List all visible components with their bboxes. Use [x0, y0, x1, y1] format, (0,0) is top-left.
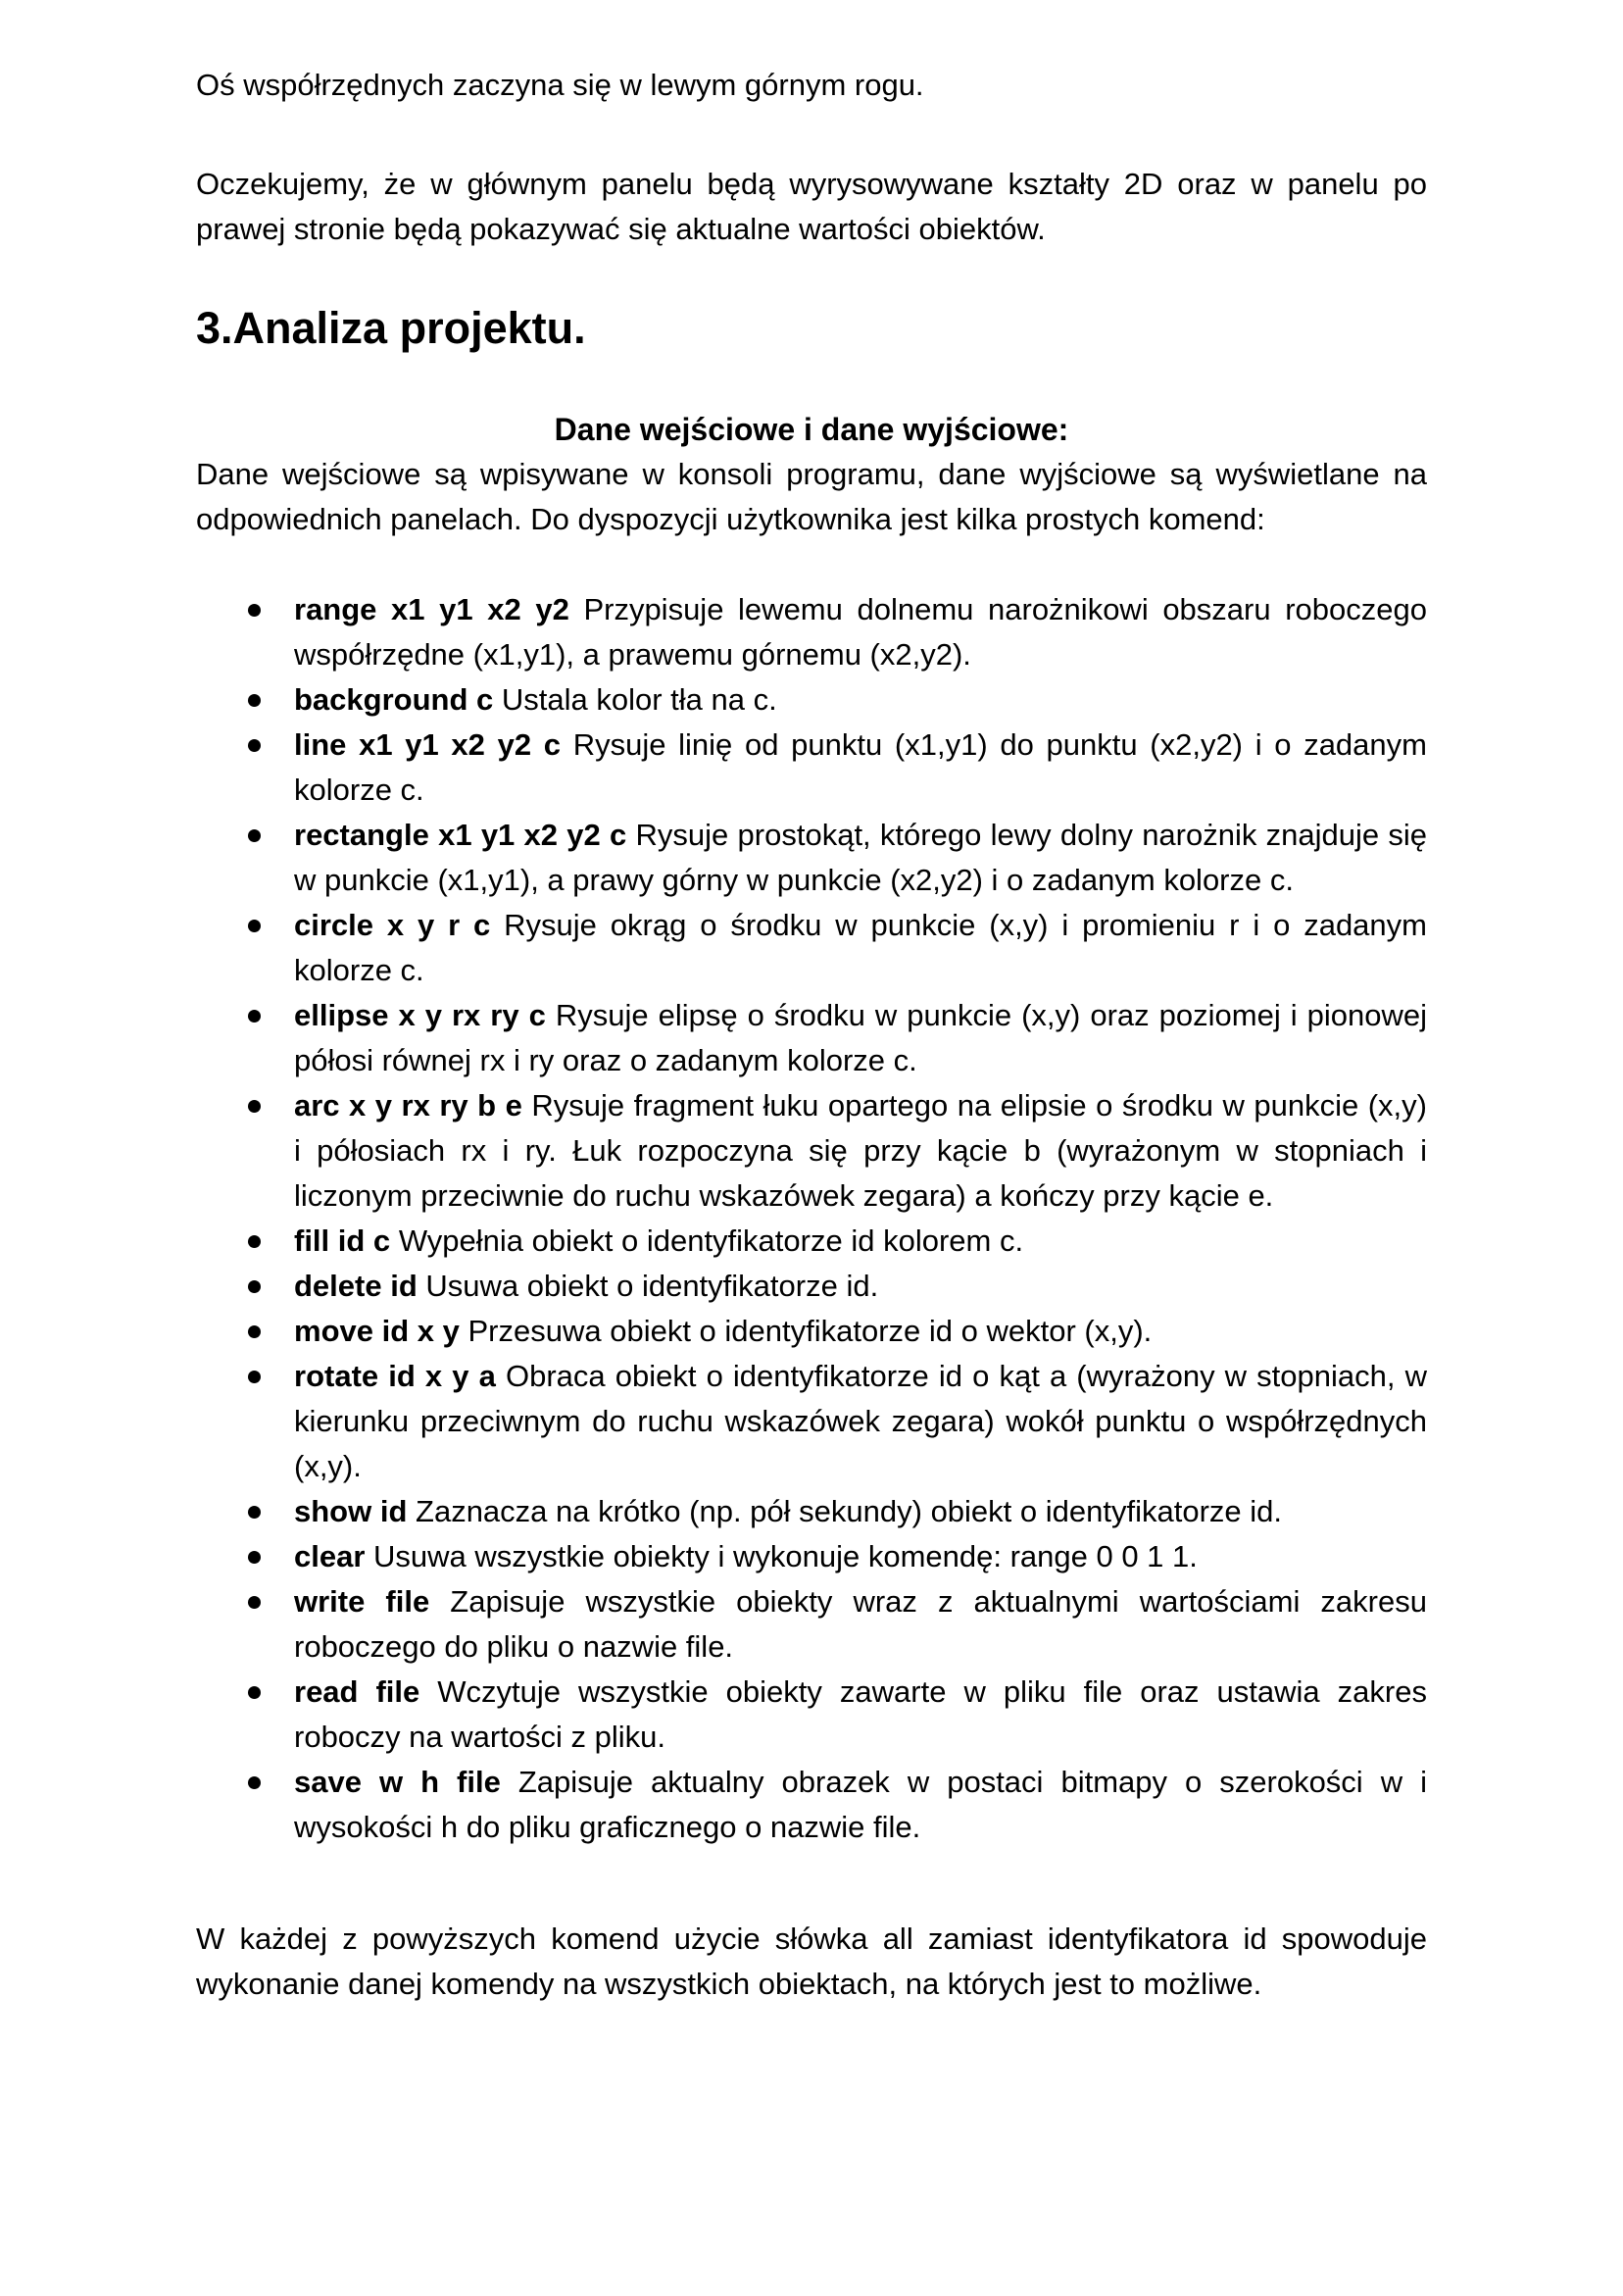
- command-syntax: line x1 y1 x2 y2 c: [294, 727, 562, 762]
- command-description: Zaznacza na krótko (np. pół sekundy) obiekt o identyfikatorze id.: [416, 1494, 1282, 1528]
- command-item: [294, 813, 1427, 903]
- command-description: Rysuje fragment łuku opartego na elipsie o środku w punkcie (x,y) i półosiach rx i ry. Łuk rozpoczyna się przy kącie b (wyrażonym w stopniach i liczonym przeciwnie do ruchu wskazówek zegara) a kończy przy kącie e.: [294, 1088, 1427, 1213]
- command-item: [294, 587, 1427, 677]
- command-syntax: ellipse x y rx ry c: [294, 998, 546, 1032]
- command-syntax: read file: [294, 1674, 420, 1709]
- command-item: [294, 1760, 1427, 1850]
- command-syntax: rectangle x1 y1 x2 y2 c: [294, 818, 627, 852]
- command-description: Zapisuje wszystkie obiekty wraz z aktualnymi wartościami zakresu roboczego do pliku o nazwie file.: [294, 1584, 1427, 1664]
- io-heading: Dane wejściowe i dane wyjściowe:: [554, 412, 1069, 447]
- command-syntax: move id x y: [294, 1314, 460, 1348]
- command-syntax: save w h file: [294, 1765, 501, 1799]
- command-item: [294, 1579, 1427, 1670]
- paragraph-closing: W każdej z powyższych komend użycie słówka all zamiast identyfikatora id spowoduje wykonanie danej komendy na wszystkich obiektach, na których jest to możliwe.: [196, 1922, 1427, 2001]
- command-description: Rysuje elipsę o środku w punkcie (x,y) oraz poziomej i pionowej półosi równej rx i ry oraz o zadanym kolorze c.: [294, 998, 1427, 1077]
- command-description: Obraca obiekt o identyfikatorze id o kąt a (wyrażony w stopniach, w kierunku przeciwnym do ruchu wskazówek zegara) wokół punktu o współrzędnych (x,y).: [294, 1359, 1427, 1483]
- command-syntax: rotate id x y a: [294, 1359, 496, 1393]
- command-item: [294, 1354, 1427, 1489]
- command-syntax: circle x y r c: [294, 908, 491, 942]
- command-item: [294, 1083, 1427, 1219]
- command-syntax: background c: [294, 682, 494, 717]
- command-item: [294, 903, 1427, 993]
- command-description: Usuwa obiekt o identyfikatorze id.: [425, 1269, 879, 1303]
- command-description: Wypełnia obiekt o identyfikatorze id kolorem c.: [398, 1223, 1024, 1258]
- paragraph-io-lead: Dane wejściowe są wpisywane w konsoli programu, dane wyjściowe są wyświetlane na odpowiednich panelach. Do dyspozycji użytkownika jest kilka prostych komend:: [196, 457, 1427, 536]
- command-item: [294, 993, 1427, 1083]
- command-description: Rysuje okrąg o środku w punkcie (x,y) i promieniu r i o zadanym kolorze c.: [294, 908, 1427, 987]
- command-syntax: clear: [294, 1539, 366, 1573]
- paragraph-intro: Oś współrzędnych zaczyna się w lewym górnym rogu.: [196, 68, 924, 102]
- command-item: [294, 1534, 1427, 1579]
- paragraph-expectation: Oczekujemy, że w głównym panelu będą wyrysowywane kształty 2D oraz w panelu po prawej stronie będą pokazywać się aktualne wartości obiektów.: [196, 167, 1427, 246]
- command-syntax: range x1 y1 x2 y2: [294, 592, 569, 626]
- command-list: [196, 587, 1427, 1850]
- command-syntax: show id: [294, 1494, 408, 1528]
- command-description: Zapisuje aktualny obrazek w postaci bitmapy o szerokości w i wysokości h do pliku graficznego o nazwie file.: [294, 1765, 1427, 1844]
- command-syntax: write file: [294, 1584, 430, 1619]
- command-description: Przypisuje lewemu dolnemu narożnikowi obszaru roboczego współrzędne (x1,y1), a prawemu górnemu (x2,y2).: [294, 592, 1427, 672]
- command-syntax: fill id c: [294, 1223, 391, 1258]
- command-item: [294, 723, 1427, 813]
- command-item: [294, 1264, 1427, 1309]
- command-item: [294, 1309, 1427, 1354]
- command-description: Wczytuje wszystkie obiekty zawarte w pliku file oraz ustawia zakres roboczy na wartości z pliku.: [294, 1674, 1427, 1754]
- command-item: [294, 1219, 1427, 1264]
- command-syntax: delete id: [294, 1269, 418, 1303]
- command-description: Ustala kolor tła na c.: [501, 682, 777, 717]
- command-item: [294, 1670, 1427, 1760]
- command-description: Rysuje prostokąt, którego lewy dolny narożnik znajduje się w punkcie (x1,y1), a prawy górny w punkcie (x2,y2) i o zadanym kolorze c.: [294, 818, 1427, 897]
- command-description: Usuwa wszystkie obiekty i wykonuje komendę: range 0 0 1 1.: [373, 1539, 1198, 1573]
- command-item: [294, 1489, 1427, 1534]
- command-item: [294, 677, 1427, 723]
- command-description: Rysuje linię od punktu (x1,y1) do punktu (x2,y2) i o zadanym kolorze c.: [294, 727, 1427, 807]
- command-syntax: arc x y rx ry b e: [294, 1088, 522, 1123]
- section-heading: 3.Analiza projektu.: [196, 303, 586, 353]
- command-description: Przesuwa obiekt o identyfikatorze id o wektor (x,y).: [467, 1314, 1153, 1348]
